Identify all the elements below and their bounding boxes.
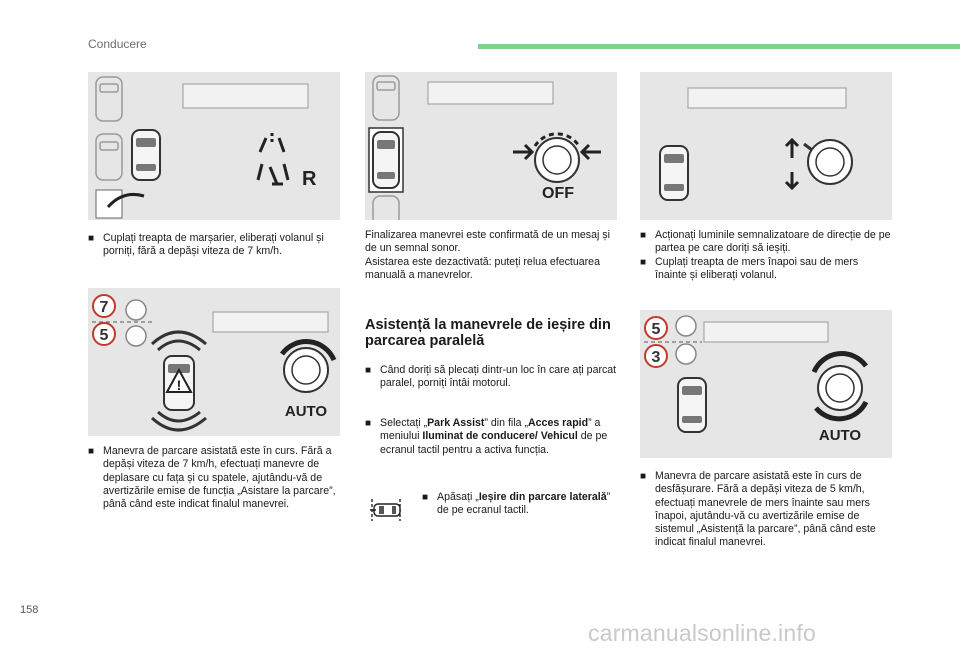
section-title: Conducere bbox=[88, 37, 147, 51]
step-number-icon bbox=[645, 317, 667, 367]
section-heading: Asistență la manevrele de ieșire din parcarea paralelă bbox=[365, 317, 611, 349]
reverse-illustration bbox=[88, 72, 340, 220]
watermark: carmanualsonline.info bbox=[588, 620, 816, 646]
auto-label: AUTO bbox=[284, 403, 328, 420]
park-exit-icon bbox=[366, 493, 406, 527]
list-item: ■ Selectați „Park Assist” din fila „Acces rapid” a meniului Iluminat de conducere/ Vehicul de pe ecranul tactil pentru a activa funcția. bbox=[365, 417, 608, 456]
list-item: ■ Când doriți să plecați dintr-un loc în care ați parcat paralel, porniți întâi motorul. bbox=[365, 364, 617, 390]
svg-text:!: ! bbox=[176, 377, 182, 393]
finish-paragraph: Finalizarea manevrei este confirmată de un mesaj și de un semnal sonor. Asistarea este dezactivată: puteți relua efectuarea manuală a manevrelor. bbox=[365, 229, 610, 281]
mini-steering-wheel-icon bbox=[676, 316, 696, 364]
step-number-icon bbox=[93, 295, 115, 345]
auto-label: AUTO bbox=[818, 427, 862, 444]
auto-maneuver-illustration bbox=[88, 288, 340, 436]
section-accent-bar bbox=[478, 44, 960, 49]
auto-exit-illustration bbox=[640, 310, 892, 458]
off-illustration bbox=[365, 72, 617, 220]
steering-wheel-icon bbox=[282, 342, 334, 392]
page-number: 158 bbox=[20, 604, 39, 616]
list-item: ■ Acționați luminile semnalizatoare de direcție de pe partea pe care doriți să ieșiți. bbox=[640, 229, 891, 255]
turn-signal-illustration bbox=[640, 72, 892, 220]
svg-text:5: 5 bbox=[99, 327, 109, 344]
steering-wheel-icon bbox=[814, 354, 866, 419]
svg-text:3: 3 bbox=[651, 349, 661, 366]
arrow-icon bbox=[786, 140, 798, 188]
list-item: ■ Manevra de parcare asistată este în curs de desfășurare. Fără a depăși viteza de 5 km/h, efectuați manevrele de mers înainte sau mers înapoi, ajutându-vă cu avertizările emise de sistemul „Asistență la parcare”, până când este indicat finalul manevrei. bbox=[640, 470, 876, 549]
steering-wheel-icon bbox=[535, 134, 579, 182]
gear-r-label: R bbox=[302, 168, 317, 190]
list-item: ■ Cuplați treapta de mers înapoi sau de mers înainte și eliberați volanul. bbox=[640, 255, 859, 281]
svg-text:5: 5 bbox=[651, 321, 661, 338]
list-item: ■ Apăsați „Ieșire din parcare laterală” de pe ecranul tactil. bbox=[422, 491, 611, 517]
list-item: ■ Cuplați treapta de marșarier, eliberați volanul și porniți, fără a depăși viteza de 7 km/h. bbox=[88, 232, 324, 258]
off-label: OFF bbox=[542, 185, 574, 202]
parked-car-icon bbox=[96, 77, 122, 180]
steering-wheel-icon bbox=[804, 140, 852, 184]
reverse-path-icon bbox=[258, 132, 288, 184]
turn-signal-steps bbox=[640, 229, 892, 282]
car-icon bbox=[678, 378, 706, 432]
mini-steering-wheel-icon bbox=[126, 300, 146, 346]
car-icon bbox=[132, 130, 160, 180]
svg-text:7: 7 bbox=[99, 299, 109, 316]
car-icon bbox=[373, 132, 399, 188]
car-icon bbox=[660, 146, 688, 200]
list-item: ■ Manevra de parcare asistată este în curs. Fără a depăși viteza de 7 km/h, efectuați manevre de deplasare cu fața și cu spatele, ajutându-vă de avertizările emise de funcția „Asistare la parcare”, până când este indicat finalul manevrei. bbox=[88, 445, 336, 511]
